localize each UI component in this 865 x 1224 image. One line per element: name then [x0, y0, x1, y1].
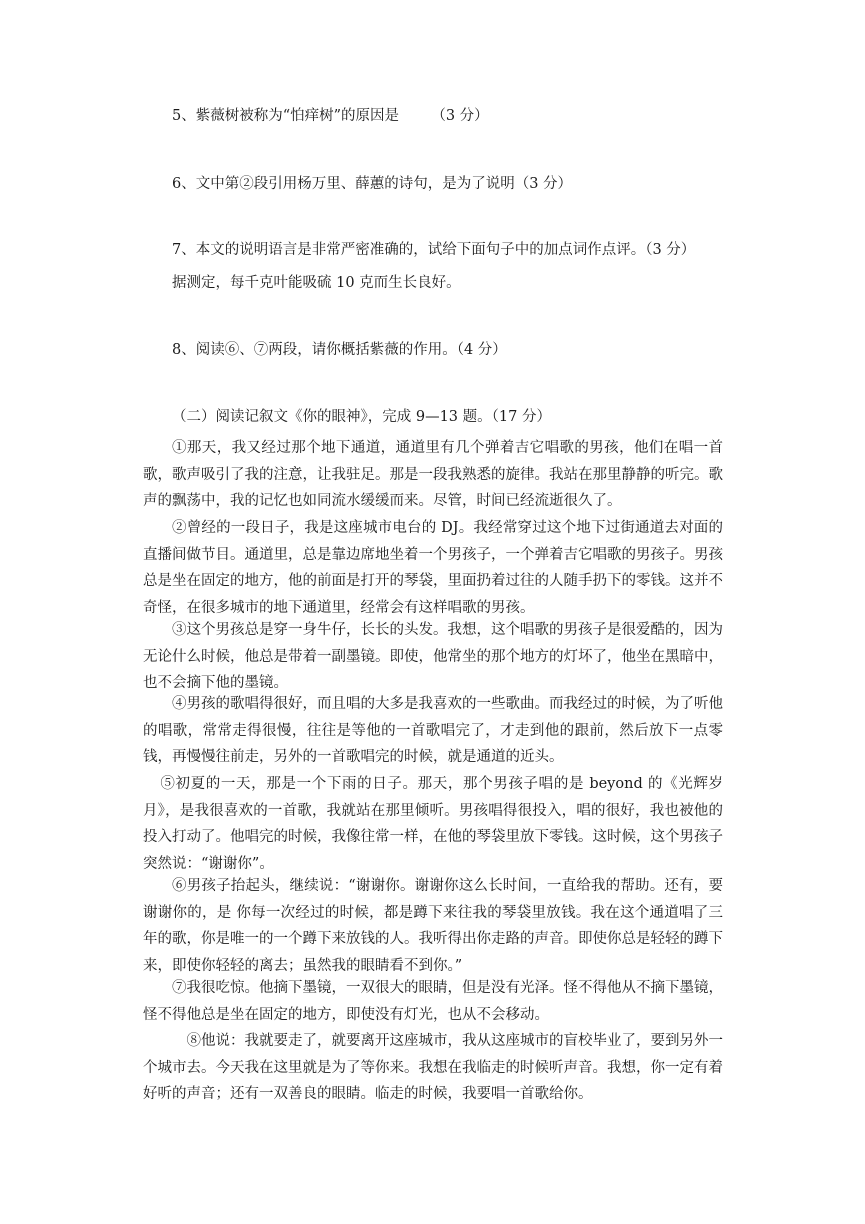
- paragraph-4: ④男孩的歌唱得很好，而且唱的大多是我喜欢的一些歌曲。而我经过的时候，为了听他的唱歌，常常走得很慢，往往是等他的一首歌唱完了，才走到他的跟前，然后放下一点零钱，再慢慢往前走，另外的一首歌唱完的时候，就是通道的近头。: [143, 696, 723, 765]
- question-7-sentence: 据测定，每千克叶能吸硫 10 克而生长良好。: [172, 275, 461, 291]
- question-5: 5、紫薇树被称为“怕痒树”的原因是 （3 分）: [172, 108, 489, 124]
- section-heading: （二）阅读记叙文《你的眼神》，完成 9—13 题。（17 分）: [172, 409, 551, 425]
- question-6: 6、文中第②段引用杨万里、薛蕙的诗句，是为了说明（3 分）: [172, 176, 573, 192]
- paragraph-2: ②曾经的一段日子，我是这座城市电台的 DJ。我经常穿过这个地下过街通道去对面的直播间做节目。通道里，总是靠边席地坐着一个男孩子，一个弹着吉它唱歌的男孩子。男孩总是坐在固定的地方，他的前面是打开的琴袋，里面扔着过往的人随手扔下的零钱。这并不奇怪，在很多城市的地下通道里，经常会有这样唱歌的男孩。: [143, 520, 723, 616]
- paragraph-3: ③这个男孩总是穿一身牛仔，长长的头发。我想，这个唱歌的男孩子是很爱酷的，因为无论什么时候，他总是带着一副墨镜。即使，他常坐的那个地方的灯坏了，他坐在黑暗中，也不会摘下他的墨镜。: [143, 622, 723, 691]
- paragraph-7: ⑦我很吃惊。他摘下墨镜，一双很大的眼睛，但是没有光泽。怪不得他从不摘下墨镜，怪不得他总是坐在固定的地方，即使没有灯光，也从不会移动。: [143, 980, 723, 1023]
- question-8: 8、阅读⑥、⑦两段，请你概括紫薇的作用。（4 分）: [172, 342, 507, 358]
- paragraph-6: ⑥男孩子抬起头，继续说：“谢谢你。谢谢你这么长时间，一直给我的帮助。还有，要谢谢你的，是 你每一次经过的时候，都是蹲下来往我的琴袋里放钱。我在这个通道唱了三年的歌，你是唯一的一个蹲下来放钱的人。我听得出你走路的声音。即使你总是轻轻的蹲下来，即使你轻轻的离去；虽然我的眼睛看不到你。”: [143, 878, 723, 974]
- paragraph-1: ①那天，我又经过那个地下通道，通道里有几个弹着吉它唱歌的男孩，他们在唱一首歌，歌声吸引了我的注意，让我驻足。那是一段我熟悉的旋律。我站在那里静静的听完。歌声的飘荡中，我的记忆也如同流水缓缓而来。尽管，时间已经流逝很久了。: [143, 440, 723, 509]
- paragraph-5: ⑤初夏的一天，那是一个下雨的日子。那天，那个男孩子唱的是 beyond 的《光辉岁月》，是我很喜欢的一首歌，我就站在那里倾听。男孩唱得很投入，唱的很好，我也被他的投入打动了。他唱完的时候，我像往常一样，在他的琴袋里放下零钱。这时候，这个男孩子突然说：“谢谢你”。: [143, 776, 723, 872]
- question-7: 7、本文的说明语言是非常严密准确的，试给下面句子中的加点词作点评。（3 分）: [172, 242, 696, 258]
- paragraph-8: ⑧他说：我就要走了，就要离开这座城市，我从这座城市的盲校毕业了，要到另外一个城市去。今天我在这里就是为了等你来。我想在我临走的时候听声音。我想，你一定有着好听的声音；还有一双善良的眼睛。临走的时候，我要唱一首歌给你。: [143, 1033, 723, 1102]
